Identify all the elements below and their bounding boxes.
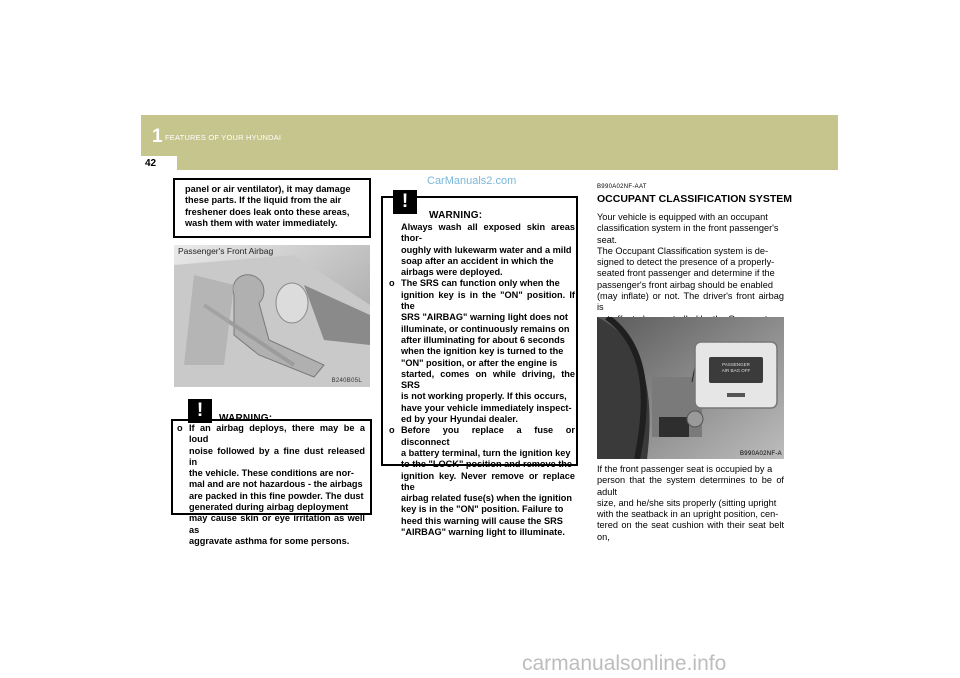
warning-line: airbags were deployed. (401, 267, 503, 278)
warning-line: started, comes on while driving, the SRS (401, 368, 575, 391)
figure-caption: Passenger's Front Airbag (178, 246, 274, 256)
continuation-text (185, 184, 365, 229)
paragraph-line: If the front passenger seat is occupied by a (597, 464, 773, 474)
warning-bullet (389, 278, 575, 425)
passenger-airbag-figure (174, 245, 370, 387)
section-title: OCCUPANT CLASSIFICATION SYSTEM (597, 193, 793, 205)
paragraph-line: classification system in the front passenger's (597, 223, 779, 234)
warning-line: are packed in this fine powder. The dust (189, 490, 364, 501)
warning-body (177, 423, 365, 547)
warning-line: "ON" position, or after the engine is (401, 357, 558, 368)
footer-watermark: carmanualsonline.info (522, 652, 727, 675)
paragraph-line: size, and he/she sits properly (sitting upright (597, 497, 777, 508)
bullet-mark: o (389, 425, 395, 436)
paragraph-line: (may inflate) or not. The driver's front airbag is (597, 291, 784, 313)
warning-intro (389, 222, 575, 278)
paragraph-line: with the seatback in an upright position, cen- (597, 509, 779, 520)
figure-code: B990A02NF-A (740, 451, 782, 457)
warning-line: SRS "AIRBAG" warning light does not (401, 312, 568, 323)
warning-exclamation-icon: ! (393, 190, 417, 214)
warning-line: "AIRBAG" warning light to illuminate. (401, 527, 565, 538)
warning-line: is not working properly. If this occurs, (401, 391, 567, 402)
warning-line: heed this warning will cause the SRS (401, 515, 563, 526)
continuation-line: these parts. If the liquid from the air (185, 195, 342, 206)
figure-code: B240B05L (331, 378, 362, 384)
warning-line: ignition key is in the "ON" position. If the (401, 289, 575, 312)
warning-line: soap after an accident in which the (401, 255, 554, 266)
paragraph-line: tered on the seat cushion with their seat belt on, (597, 520, 784, 542)
chapter-number: 1 (152, 126, 163, 147)
header-band (141, 115, 838, 170)
warning-line: a battery terminal, turn the ignition key (401, 447, 571, 458)
paragraph-line: The Occupant Classification system is de- (597, 245, 769, 256)
paragraph-line: passenger's front airbag should be enabled (597, 279, 773, 290)
warning-body (389, 222, 575, 538)
warning-line: ignition key. Never remove or replace the (401, 470, 575, 492)
bullet-mark: o (177, 423, 183, 433)
indicator-line: PASSENGER (722, 362, 750, 367)
warning-line: aggravate asthma for some persons. (189, 535, 350, 546)
warning-line: The SRS can function only when the (401, 278, 560, 289)
airbag-dust-warning (171, 400, 372, 546)
paragraph-line: Your vehicle is equipped with an occupant (597, 212, 768, 222)
continuation-line: freshener does leak onto these areas, (185, 206, 350, 217)
warning-line: when the ignition key is turned to the (401, 346, 564, 357)
warning-line: illuminate, or continuously remains on (401, 323, 570, 334)
section-code: B990A02NF-AAT (597, 184, 647, 190)
bullet-mark: o (389, 278, 395, 289)
indicator-line: AIR BAG OFF (721, 368, 751, 373)
srs-warning (381, 191, 578, 538)
warning-line: noise followed by a fine dust released in (189, 445, 365, 467)
warning-line: key is in the "ON" position. Failure to (401, 504, 564, 515)
warning-line: Before you replace a fuse or disconnect (401, 425, 575, 447)
warning-title: WARNING: (429, 210, 483, 221)
warning-line: If an airbag deploys, there may be a loud (189, 423, 365, 445)
warning-line: after illuminating for about 6 seconds (401, 334, 565, 345)
warning-bullet (177, 423, 365, 547)
warning-line: Always wash all exposed skin areas thor- (401, 222, 575, 244)
ocs-paragraph-2 (597, 464, 784, 543)
paragraph-line: person that the system determines to be of adult (597, 475, 784, 497)
dashboard-illustration (597, 317, 784, 459)
dashboard-indicator-figure (597, 317, 784, 459)
airbag-illustration (174, 245, 370, 387)
warning-line: ed by your Hyundai dealer. (401, 414, 518, 425)
paragraph-line: seat. (597, 234, 617, 245)
indicator-label (711, 362, 761, 374)
warning-exclamation-icon: ! (188, 399, 212, 423)
warning-line: may cause skin or eye irritation as well as (189, 513, 365, 535)
warning-line: the vehicle. These conditions are nor- (189, 468, 354, 479)
continuation-line: panel or air ventilator), it may damage (185, 184, 351, 194)
chapter-title: FEATURES OF YOUR HYUNDAI (165, 133, 282, 142)
warning-line: mal and are not hazardous - the airbags (189, 479, 363, 490)
warning-line: airbag related fuse(s) when the ignition (401, 493, 573, 504)
warning-line: oughly with lukewarm water and a mild (401, 244, 572, 255)
page-number: 42 (145, 158, 157, 169)
warning-line: to the "LOCK" position and remove the (401, 459, 573, 470)
warning-line: have your vehicle immediately inspect- (401, 402, 572, 413)
paragraph-line: seated front passenger and determine if the (597, 268, 775, 279)
warning-title: WARNING: (219, 413, 273, 424)
warning-bullet (389, 425, 575, 538)
top-watermark: CarManuals2.com (427, 175, 517, 187)
continuation-line: wash them with water immediately. (185, 217, 338, 228)
warning-line: generated during airbag deployment (189, 502, 349, 513)
paragraph-line: signed to detect the presence of a properly- (597, 257, 775, 268)
